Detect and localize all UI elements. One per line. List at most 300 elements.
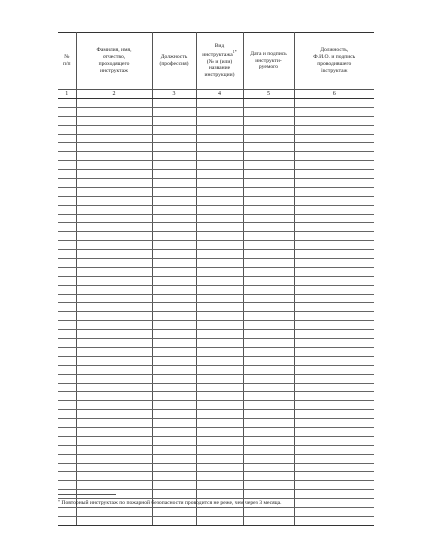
table-cell[interactable] — [76, 125, 152, 134]
table-cell[interactable] — [243, 427, 294, 436]
table-cell[interactable] — [243, 161, 294, 170]
table-cell[interactable] — [294, 107, 374, 116]
table-cell[interactable] — [76, 312, 152, 321]
table-cell[interactable] — [152, 107, 196, 116]
table-cell[interactable] — [76, 107, 152, 116]
table-cell[interactable] — [243, 490, 294, 499]
table-cell[interactable] — [152, 392, 196, 401]
table-cell[interactable] — [152, 152, 196, 161]
table-cell[interactable] — [294, 116, 374, 125]
table-cell[interactable] — [76, 454, 152, 463]
table-cell[interactable] — [294, 454, 374, 463]
table-cell[interactable] — [58, 107, 76, 116]
table-cell[interactable] — [243, 134, 294, 143]
table-cell[interactable] — [243, 276, 294, 285]
table-cell[interactable] — [196, 241, 243, 250]
table-cell[interactable] — [196, 285, 243, 294]
table-cell[interactable] — [76, 250, 152, 259]
table-cell[interactable] — [196, 107, 243, 116]
table-cell[interactable] — [294, 321, 374, 330]
table-cell[interactable] — [152, 490, 196, 499]
column-number: 2 — [76, 90, 152, 99]
table-cell[interactable] — [76, 267, 152, 276]
table-cell[interactable] — [243, 445, 294, 454]
table-cell[interactable] — [243, 383, 294, 392]
table-cell[interactable] — [196, 143, 243, 152]
table-cell[interactable] — [152, 276, 196, 285]
table-cell[interactable] — [196, 365, 243, 374]
table-cell[interactable] — [58, 143, 76, 152]
table-cell[interactable] — [58, 419, 76, 428]
table-cell[interactable] — [152, 303, 196, 312]
table-cell[interactable] — [294, 99, 374, 108]
table-cell[interactable] — [196, 419, 243, 428]
table-cell[interactable] — [152, 356, 196, 365]
table-cell[interactable] — [196, 445, 243, 454]
table-cell[interactable] — [76, 321, 152, 330]
table-cell[interactable] — [294, 481, 374, 490]
table-cell[interactable] — [294, 383, 374, 392]
table-cell[interactable] — [76, 383, 152, 392]
table-cell[interactable] — [196, 427, 243, 436]
table-cell[interactable] — [196, 312, 243, 321]
table-cell[interactable] — [243, 330, 294, 339]
table-cell[interactable] — [152, 205, 196, 214]
table-cell[interactable] — [58, 392, 76, 401]
table-cell[interactable] — [294, 250, 374, 259]
table-cell[interactable] — [152, 232, 196, 241]
table-cell[interactable] — [294, 143, 374, 152]
table-cell[interactable] — [294, 374, 374, 383]
table-cell[interactable] — [294, 427, 374, 436]
table-cell[interactable] — [243, 321, 294, 330]
table-cell[interactable] — [294, 196, 374, 205]
table-cell[interactable] — [152, 134, 196, 143]
table-cell[interactable] — [196, 250, 243, 259]
table-cell[interactable] — [152, 294, 196, 303]
table-cell[interactable] — [152, 250, 196, 259]
table-cell[interactable] — [152, 143, 196, 152]
table-cell[interactable] — [152, 383, 196, 392]
table-cell[interactable] — [58, 312, 76, 321]
table-row — [58, 347, 374, 356]
table-cell[interactable] — [58, 507, 76, 516]
table-row — [58, 259, 374, 268]
table-cell[interactable] — [294, 410, 374, 419]
table-cell[interactable] — [196, 294, 243, 303]
table-row — [58, 401, 374, 410]
table-cell[interactable] — [76, 445, 152, 454]
table-cell[interactable] — [243, 125, 294, 134]
table-row — [58, 107, 374, 116]
table-row — [58, 205, 374, 214]
table-cell[interactable] — [58, 259, 76, 268]
table-cell[interactable] — [76, 392, 152, 401]
table-cell[interactable] — [243, 259, 294, 268]
table-cell[interactable] — [243, 170, 294, 179]
table-cell[interactable] — [196, 507, 243, 516]
table-cell[interactable] — [294, 356, 374, 365]
table-cell[interactable] — [152, 419, 196, 428]
table-cell[interactable] — [76, 419, 152, 428]
table-cell[interactable] — [76, 170, 152, 179]
table-cell[interactable] — [196, 383, 243, 392]
table-cell[interactable] — [152, 125, 196, 134]
table-cell[interactable] — [76, 232, 152, 241]
table-cell[interactable] — [152, 427, 196, 436]
table-cell[interactable] — [196, 99, 243, 108]
table-cell[interactable] — [294, 267, 374, 276]
table-cell[interactable] — [294, 214, 374, 223]
table-cell[interactable] — [58, 250, 76, 259]
table-cell[interactable] — [243, 214, 294, 223]
table-cell[interactable] — [76, 330, 152, 339]
table-cell[interactable] — [294, 445, 374, 454]
table-cell[interactable] — [243, 223, 294, 232]
table-cell[interactable] — [152, 267, 196, 276]
table-cell[interactable] — [76, 374, 152, 383]
table-cell[interactable] — [76, 463, 152, 472]
table-cell[interactable] — [196, 267, 243, 276]
table-cell[interactable] — [76, 339, 152, 348]
table-cell[interactable] — [152, 312, 196, 321]
table-cell[interactable] — [58, 303, 76, 312]
table-cell[interactable] — [196, 170, 243, 179]
table-cell[interactable] — [196, 116, 243, 125]
table-cell[interactable] — [152, 401, 196, 410]
table-cell[interactable] — [76, 116, 152, 125]
table-cell[interactable] — [58, 161, 76, 170]
column-number: 1 — [58, 90, 76, 99]
table-row — [58, 339, 374, 348]
table-cell[interactable] — [196, 152, 243, 161]
table-cell[interactable] — [152, 116, 196, 125]
table-cell[interactable] — [152, 259, 196, 268]
table-cell[interactable] — [196, 196, 243, 205]
table-cell[interactable] — [294, 330, 374, 339]
table-cell[interactable] — [152, 481, 196, 490]
table-cell[interactable] — [243, 481, 294, 490]
table-cell[interactable] — [196, 347, 243, 356]
table-row — [58, 187, 374, 196]
table-cell[interactable] — [243, 472, 294, 481]
table-cell[interactable] — [58, 481, 76, 490]
table-cell[interactable] — [152, 347, 196, 356]
table-cell[interactable] — [243, 392, 294, 401]
table-cell[interactable] — [152, 339, 196, 348]
table-cell[interactable] — [196, 472, 243, 481]
table-cell[interactable] — [196, 339, 243, 348]
table-cell[interactable] — [58, 232, 76, 241]
table-cell[interactable] — [76, 143, 152, 152]
table-cell[interactable] — [58, 276, 76, 285]
table-cell[interactable] — [294, 125, 374, 134]
table-cell[interactable] — [152, 330, 196, 339]
table-cell[interactable] — [76, 303, 152, 312]
table-cell[interactable] — [196, 392, 243, 401]
table-cell[interactable] — [294, 285, 374, 294]
table-cell[interactable] — [58, 285, 76, 294]
table-cell[interactable] — [76, 99, 152, 108]
table-cell[interactable] — [58, 374, 76, 383]
table-cell[interactable] — [294, 463, 374, 472]
table-cell[interactable] — [58, 196, 76, 205]
table-cell[interactable] — [294, 205, 374, 214]
table-cell[interactable] — [152, 463, 196, 472]
table-cell[interactable] — [243, 374, 294, 383]
table-cell[interactable] — [196, 374, 243, 383]
table-cell[interactable] — [294, 276, 374, 285]
table-cell[interactable] — [196, 356, 243, 365]
table-cell[interactable] — [196, 303, 243, 312]
table-cell[interactable] — [243, 356, 294, 365]
table-cell[interactable] — [294, 187, 374, 196]
table-cell[interactable] — [152, 223, 196, 232]
table-cell[interactable] — [196, 134, 243, 143]
table-cell[interactable] — [243, 196, 294, 205]
table-cell[interactable] — [76, 347, 152, 356]
table-cell[interactable] — [294, 339, 374, 348]
table-cell[interactable] — [58, 383, 76, 392]
table-cell[interactable] — [243, 285, 294, 294]
table-cell[interactable] — [243, 419, 294, 428]
table-cell[interactable] — [76, 223, 152, 232]
table-cell[interactable] — [294, 490, 374, 499]
table-cell[interactable] — [58, 267, 76, 276]
table-cell[interactable] — [58, 445, 76, 454]
table-cell[interactable] — [152, 445, 196, 454]
table-cell[interactable] — [243, 507, 294, 516]
table-cell[interactable] — [58, 365, 76, 374]
table-cell[interactable] — [152, 321, 196, 330]
table-cell[interactable] — [196, 401, 243, 410]
table-cell[interactable] — [58, 427, 76, 436]
table-row — [58, 143, 374, 152]
table-row — [58, 116, 374, 125]
table-row — [58, 365, 374, 374]
table-cell[interactable] — [243, 116, 294, 125]
table-cell[interactable] — [243, 187, 294, 196]
table-cell[interactable] — [196, 410, 243, 419]
table-row — [58, 463, 374, 472]
table-cell[interactable] — [196, 232, 243, 241]
table-cell[interactable] — [196, 490, 243, 499]
table-cell[interactable] — [76, 410, 152, 419]
table-cell[interactable] — [152, 507, 196, 516]
table-cell[interactable] — [58, 401, 76, 410]
table-cell[interactable] — [58, 339, 76, 348]
table-cell[interactable] — [243, 365, 294, 374]
table-cell[interactable] — [58, 294, 76, 303]
table-cell[interactable] — [152, 187, 196, 196]
table-cell[interactable] — [196, 179, 243, 188]
table-cell[interactable] — [152, 196, 196, 205]
table-row — [58, 427, 374, 436]
table-cell[interactable] — [76, 161, 152, 170]
table-cell[interactable] — [58, 241, 76, 250]
table-cell[interactable] — [243, 303, 294, 312]
table-cell[interactable] — [294, 472, 374, 481]
table-cell[interactable] — [243, 179, 294, 188]
table-cell[interactable] — [58, 134, 76, 143]
table-cell[interactable] — [152, 241, 196, 250]
table-cell[interactable] — [58, 214, 76, 223]
table-cell[interactable] — [294, 223, 374, 232]
table-cell[interactable] — [152, 516, 196, 525]
table-cell[interactable] — [294, 436, 374, 445]
table-cell[interactable] — [76, 285, 152, 294]
table-cell[interactable] — [58, 321, 76, 330]
table-cell[interactable] — [294, 392, 374, 401]
table-cell[interactable] — [76, 294, 152, 303]
table-cell[interactable] — [152, 99, 196, 108]
table-cell[interactable] — [58, 125, 76, 134]
table-cell[interactable] — [76, 179, 152, 188]
table-cell[interactable] — [58, 116, 76, 125]
table-cell[interactable] — [243, 516, 294, 525]
table-cell[interactable] — [76, 214, 152, 223]
table-cell[interactable] — [58, 472, 76, 481]
table-cell[interactable] — [294, 516, 374, 525]
table-cell[interactable] — [58, 223, 76, 232]
table-cell[interactable] — [243, 152, 294, 161]
table-cell[interactable] — [294, 241, 374, 250]
table-cell[interactable] — [58, 330, 76, 339]
table-cell[interactable] — [243, 107, 294, 116]
table-cell[interactable] — [243, 312, 294, 321]
table-cell[interactable] — [294, 179, 374, 188]
table-cell[interactable] — [196, 321, 243, 330]
table-cell[interactable] — [58, 410, 76, 419]
table-row — [58, 356, 374, 365]
table-row — [58, 445, 374, 454]
table-cell[interactable] — [243, 99, 294, 108]
table-cell[interactable] — [243, 436, 294, 445]
table-cell[interactable] — [76, 259, 152, 268]
table-cell[interactable] — [243, 454, 294, 463]
table-cell[interactable] — [58, 347, 76, 356]
table-cell[interactable] — [152, 374, 196, 383]
table-cell[interactable] — [58, 516, 76, 525]
table-cell[interactable] — [294, 232, 374, 241]
table-cell[interactable] — [243, 267, 294, 276]
table-cell[interactable] — [76, 516, 152, 525]
table-cell[interactable] — [76, 196, 152, 205]
table-cell[interactable] — [196, 454, 243, 463]
table-cell[interactable] — [196, 276, 243, 285]
table-row — [58, 374, 374, 383]
table-cell[interactable] — [294, 161, 374, 170]
table-cell[interactable] — [243, 143, 294, 152]
table-cell[interactable] — [76, 276, 152, 285]
table-cell[interactable] — [58, 454, 76, 463]
table-cell[interactable] — [294, 312, 374, 321]
table-cell[interactable] — [294, 401, 374, 410]
table-cell[interactable] — [152, 472, 196, 481]
table-cell[interactable] — [196, 125, 243, 134]
table-cell[interactable] — [243, 401, 294, 410]
table-row — [58, 276, 374, 285]
table-cell[interactable] — [196, 214, 243, 223]
table-cell[interactable] — [76, 427, 152, 436]
table-cell[interactable] — [196, 259, 243, 268]
table-cell[interactable] — [196, 161, 243, 170]
table-cell[interactable] — [196, 330, 243, 339]
table-cell[interactable] — [152, 214, 196, 223]
table-cell[interactable] — [76, 365, 152, 374]
table-cell[interactable] — [76, 401, 152, 410]
table-cell[interactable] — [152, 161, 196, 170]
table-cell[interactable] — [196, 205, 243, 214]
table-cell[interactable] — [152, 285, 196, 294]
table-cell[interactable] — [152, 170, 196, 179]
table-cell[interactable] — [58, 152, 76, 161]
table-cell[interactable] — [152, 436, 196, 445]
table-cell[interactable] — [243, 250, 294, 259]
table-cell[interactable] — [294, 170, 374, 179]
table-cell[interactable] — [58, 436, 76, 445]
table-cell[interactable] — [152, 454, 196, 463]
table-cell[interactable] — [76, 187, 152, 196]
table-row — [58, 436, 374, 445]
table-cell[interactable] — [243, 241, 294, 250]
table-cell[interactable] — [76, 205, 152, 214]
table-cell[interactable] — [58, 170, 76, 179]
table-cell[interactable] — [243, 463, 294, 472]
footnote-marker: 1* — [232, 48, 237, 54]
table-cell[interactable] — [152, 179, 196, 188]
table-cell[interactable] — [294, 507, 374, 516]
table-cell[interactable] — [196, 516, 243, 525]
table-cell[interactable] — [58, 205, 76, 214]
table-cell[interactable] — [294, 365, 374, 374]
table-cell[interactable] — [58, 99, 76, 108]
table-cell[interactable] — [76, 472, 152, 481]
table-cell[interactable] — [76, 134, 152, 143]
table-cell[interactable] — [76, 481, 152, 490]
table-cell[interactable] — [196, 481, 243, 490]
table-cell[interactable] — [58, 187, 76, 196]
table-cell[interactable] — [243, 410, 294, 419]
table-cell[interactable] — [294, 419, 374, 428]
table-cell[interactable] — [294, 303, 374, 312]
table-cell[interactable] — [294, 259, 374, 268]
table-cell[interactable] — [58, 463, 76, 472]
table-cell[interactable] — [243, 339, 294, 348]
table-cell[interactable] — [294, 152, 374, 161]
table-cell[interactable] — [196, 223, 243, 232]
table-cell[interactable] — [196, 463, 243, 472]
table-cell[interactable] — [294, 294, 374, 303]
table-cell[interactable] — [58, 356, 76, 365]
table-cell[interactable] — [243, 205, 294, 214]
table-cell[interactable] — [243, 294, 294, 303]
table-cell[interactable] — [196, 436, 243, 445]
table-cell[interactable] — [76, 436, 152, 445]
table-cell[interactable] — [58, 179, 76, 188]
table-cell[interactable] — [76, 152, 152, 161]
table-cell[interactable] — [243, 347, 294, 356]
table-cell[interactable] — [152, 365, 196, 374]
table-cell[interactable] — [76, 356, 152, 365]
table-cell[interactable] — [294, 134, 374, 143]
table-cell[interactable] — [152, 410, 196, 419]
table-cell[interactable] — [76, 241, 152, 250]
table-cell[interactable] — [294, 347, 374, 356]
table-cell[interactable] — [243, 232, 294, 241]
table-cell[interactable] — [76, 507, 152, 516]
table-cell[interactable] — [196, 187, 243, 196]
